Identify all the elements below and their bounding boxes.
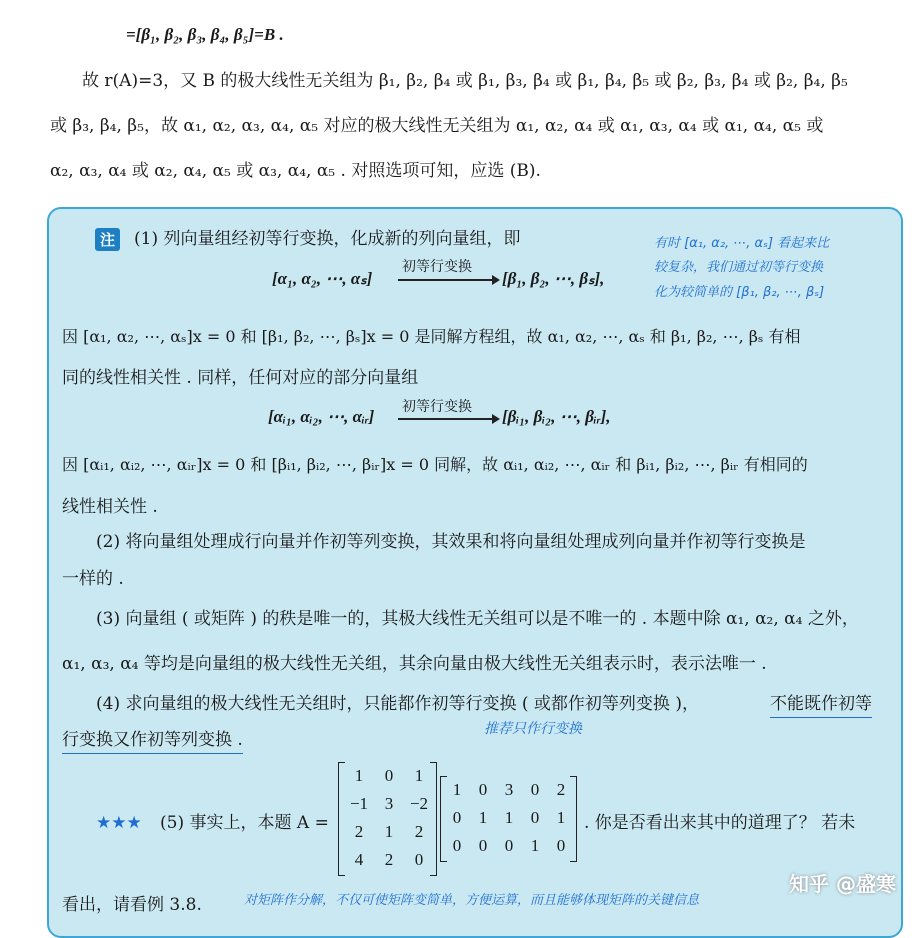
note-tag-icon: 注 [95, 228, 120, 251]
eq2-left: [αᵢ₁, αᵢ₂, ⋯, αᵢᵣ] [268, 407, 375, 426]
matrix-cell: 0 [504, 836, 514, 855]
matrix-cell: 0 [384, 766, 394, 785]
matrix-cell: 0 [414, 850, 424, 869]
matrix-cell: −1 [349, 794, 369, 813]
note-p3-line2: α₁, α₃, α₄ 等均是向量组的极大线性无关组，其余向量由极大线性无关组表示时，表示法唯一 . [62, 654, 767, 674]
matrix-cell: 2 [556, 780, 566, 799]
eq2-right: [βᵢ₁, βᵢ₂, ⋯, βᵢᵣ], [502, 407, 611, 426]
star-rating-icon: ★★★ [96, 813, 142, 833]
matrix-cell: 1 [504, 808, 514, 827]
eq1-arrow-icon [398, 279, 498, 281]
note-p5-after: . 你是否看出来其中的道理了？ 若未 [584, 813, 856, 833]
note-p2-line1: (2) 将向量组处理成行向量并作初等列变换，其效果和将向量组处理成列向量并作初等行变换是 [96, 532, 806, 552]
matrix-cell: 1 [478, 808, 488, 827]
text-line-3: 或 β₃, β₄, β₅，故 α₁, α₂, α₃, α₄, α₅ 对应的极大线性无关组为 α₁, α₂, α₄ 或 α₁, α₃, α₄ 或 α₁, α₄, α₅ 或 [50, 116, 824, 136]
eq1-right: [β₁, β₂, ⋯, βₛ], [502, 269, 605, 288]
note-p2-line2: 一样的 . [62, 569, 124, 589]
note-p5-text: (5) 事实上，本题 A = [160, 813, 329, 833]
matrix-cell: 1 [452, 780, 462, 799]
eq1-arrow-label: 初等行变换 [402, 259, 472, 275]
bottom-handwritten-note: 对矩阵作分解，不仅可使矩阵变简单，方便运算，而且能够体现矩阵的关键信息 [244, 893, 700, 908]
matrix-cell: 0 [530, 780, 540, 799]
matrix-cell: 1 [556, 808, 566, 827]
text-line-2: 故 r(A)=3，又 B 的极大线性无关组为 β₁, β₂, β₄ 或 β₁, β₃, β₄ 或 β₁, β₄, β₅ 或 β₂, β₃, β₄ 或 β₂, β₄, β₅ [82, 71, 848, 91]
eq1-left: [α₁, α₂, ⋯, αₛ] [272, 269, 373, 288]
matrix-cell: 1 [354, 766, 364, 785]
matrix-cell: −2 [409, 794, 429, 813]
p4-handwritten-note: 推荐只作行变换 [484, 721, 582, 737]
note-p1-line2: 因 [α₁, α₂, ⋯, αₛ]x = 0 和 [β₁, β₂, ⋯, βₛ]x = 0 是同解方程组，故 α₁, α₂, ⋯, αₛ 和 β₁, β₂, ⋯, βₛ 有相 [62, 327, 801, 346]
matrix-cell: 1 [530, 836, 540, 855]
side-note-line-3: 化为较简单的 [β₁, β₂, ⋯, βₛ] [654, 285, 825, 300]
matrix-cell: 1 [384, 822, 394, 841]
matrix-cell: 2 [354, 822, 364, 841]
note-p1-line1: (1) 列向量组经初等行变换，化成新的列向量组，即 [134, 229, 521, 249]
side-note-line-1: 有时 [α₁, α₂, ⋯, αₛ] 看起来比 [654, 236, 830, 251]
note-p3-line1: (3) 向量组 ( 或矩阵 ) 的秩是唯一的，其极大线性无关组可以是不唯一的 . 本题中除 α₁, α₂, α₄ 之外， [96, 609, 859, 629]
matrix-cell: 0 [452, 808, 462, 827]
watermark: 知乎 @盛寒 [789, 872, 896, 896]
equation-line-1: =[β₁, β₂, β₃, β₄, β₅]=B . [126, 25, 284, 44]
note-p1-line4: 因 [αᵢ₁, αᵢ₂, ⋯, αᵢᵣ]x = 0 和 [βᵢ₁, βᵢ₂, ⋯, βᵢᵣ]x = 0 同解，故 αᵢ₁, αᵢ₂, ⋯, αᵢᵣ 和 βᵢ₁, βᵢ₂, ⋯, βᵢᵣ 有相同的 [62, 455, 808, 474]
matrix-cell: 3 [504, 780, 514, 799]
note-p4-underlined-b: 行变换又作初等列变换 . [62, 727, 243, 754]
note-p1-line5: 线性相关性 . [62, 497, 158, 517]
note-p4-underlined-a: 不能既作初等 [770, 691, 872, 718]
note-p1-line3: 同的线性相关性 . 同样，任何对应的部分向量组 [62, 368, 419, 388]
matrix-cell: 0 [478, 780, 488, 799]
matrix-cell: 0 [478, 836, 488, 855]
matrix-cell: 2 [384, 850, 394, 869]
note-p5-line2: 看出，请看例 3.8. [62, 895, 202, 915]
eq2-arrow-icon [398, 418, 498, 420]
matrix-cell: 0 [530, 808, 540, 827]
matrix-cell: 0 [452, 836, 462, 855]
matrix-cell: 0 [556, 836, 566, 855]
matrix-cell: 4 [354, 850, 364, 869]
eq2-arrow-label: 初等行变换 [402, 399, 472, 415]
matrix-cell: 1 [414, 766, 424, 785]
matrix-cell: 3 [384, 794, 394, 813]
matrix-cell: 2 [414, 822, 424, 841]
text-line-4: α₂, α₃, α₄ 或 α₂, α₄, α₅ 或 α₃, α₄, α₅ . 对照选项可知，应选 (B). [50, 161, 541, 181]
note-p4-line1a: (4) 求向量组的极大线性无关组时，只能都作初等行变换 ( 或都作初等列变换 )， [96, 694, 699, 714]
side-note-line-2: 较复杂，我们通过初等行变换 [654, 260, 824, 275]
